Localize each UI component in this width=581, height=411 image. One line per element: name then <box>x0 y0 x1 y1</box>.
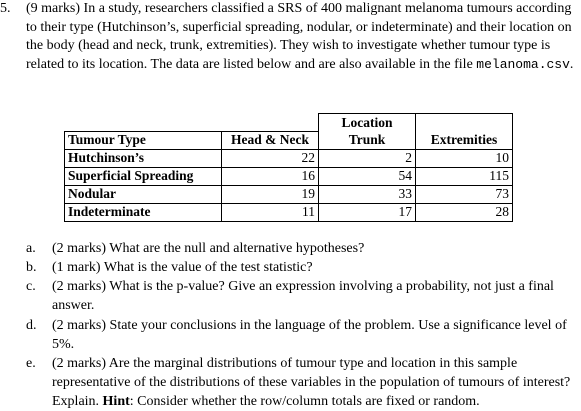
table-row <box>65 185 513 203</box>
table-cell: 33 <box>319 185 416 203</box>
table-cell: 19 <box>222 185 319 203</box>
table-row <box>65 167 513 185</box>
question-intro <box>26 0 578 74</box>
part-label: c. <box>26 279 36 294</box>
question-marks: (9 marks) <box>26 1 81 16</box>
row-label: Superficial Spreading <box>65 167 222 185</box>
table-cell: 22 <box>222 149 319 167</box>
table-cell: 115 <box>416 167 513 185</box>
question-number: 5. <box>0 1 11 16</box>
table-column-header-row <box>65 131 513 149</box>
row-label: Nodular <box>65 185 222 203</box>
row-header: Tumour Type <box>65 131 222 149</box>
table-cell: 11 <box>222 203 319 221</box>
part-text: (2 marks) What is the p-value? Give an expression involving a probability, not just a final answer. <box>52 279 554 313</box>
column-header: Trunk <box>319 131 416 149</box>
row-label: Hutchinson’s <box>65 149 222 167</box>
part-label: d. <box>26 318 37 333</box>
table-cell: 54 <box>319 167 416 185</box>
location-header: Location <box>319 114 416 132</box>
data-filename: melanoma.csv <box>476 56 570 72</box>
part-text: (2 marks) Are the marginal distributions of tumour type and location in this sample representative of the distributions of these variables in the population of tumours of interest? Explain. <box>52 356 571 409</box>
part-label: a. <box>26 241 36 256</box>
part-text-container <box>52 354 578 411</box>
melanoma-table <box>64 113 513 222</box>
row-label: Indeterminate <box>65 203 222 221</box>
table-row <box>65 149 513 167</box>
part-text: (2 marks) What are the null and alternative hypotheses? <box>52 241 365 256</box>
column-header: Head & Neck <box>222 131 319 149</box>
hint-label: Hint <box>102 394 130 409</box>
table-location-header-row <box>65 114 513 132</box>
table-cell: 2 <box>319 149 416 167</box>
column-header: Extremities <box>416 131 513 149</box>
hint-text: : Consider whether the row/column totals are fixed or random. <box>129 394 480 409</box>
table-cell: 10 <box>416 149 513 167</box>
part-text: (2 marks) State your conclusions in the language of the problem. Use a significance level of 5%. <box>52 318 567 352</box>
table-cell: 73 <box>416 185 513 203</box>
table-cell: 17 <box>319 203 416 221</box>
intro-end: . <box>569 56 574 72</box>
table-cell: 28 <box>416 203 513 221</box>
table-cell: 16 <box>222 167 319 185</box>
part-label: e. <box>26 356 36 371</box>
table-row <box>65 203 513 221</box>
part-text: (1 mark) What is the value of the test statistic? <box>52 260 313 275</box>
intro-text: In a study, researchers classified a SRS of 400 malignant melanoma tumours according to their type (Hutchinson’s, superficial spreading, nodular, or indeterminate) and their location on the body (head and neck, trunk, extremities). They wish to investigate whether tumour type is related to its location. The data are listed below and are also available in the file <box>26 1 572 72</box>
part-label: b. <box>26 260 37 275</box>
